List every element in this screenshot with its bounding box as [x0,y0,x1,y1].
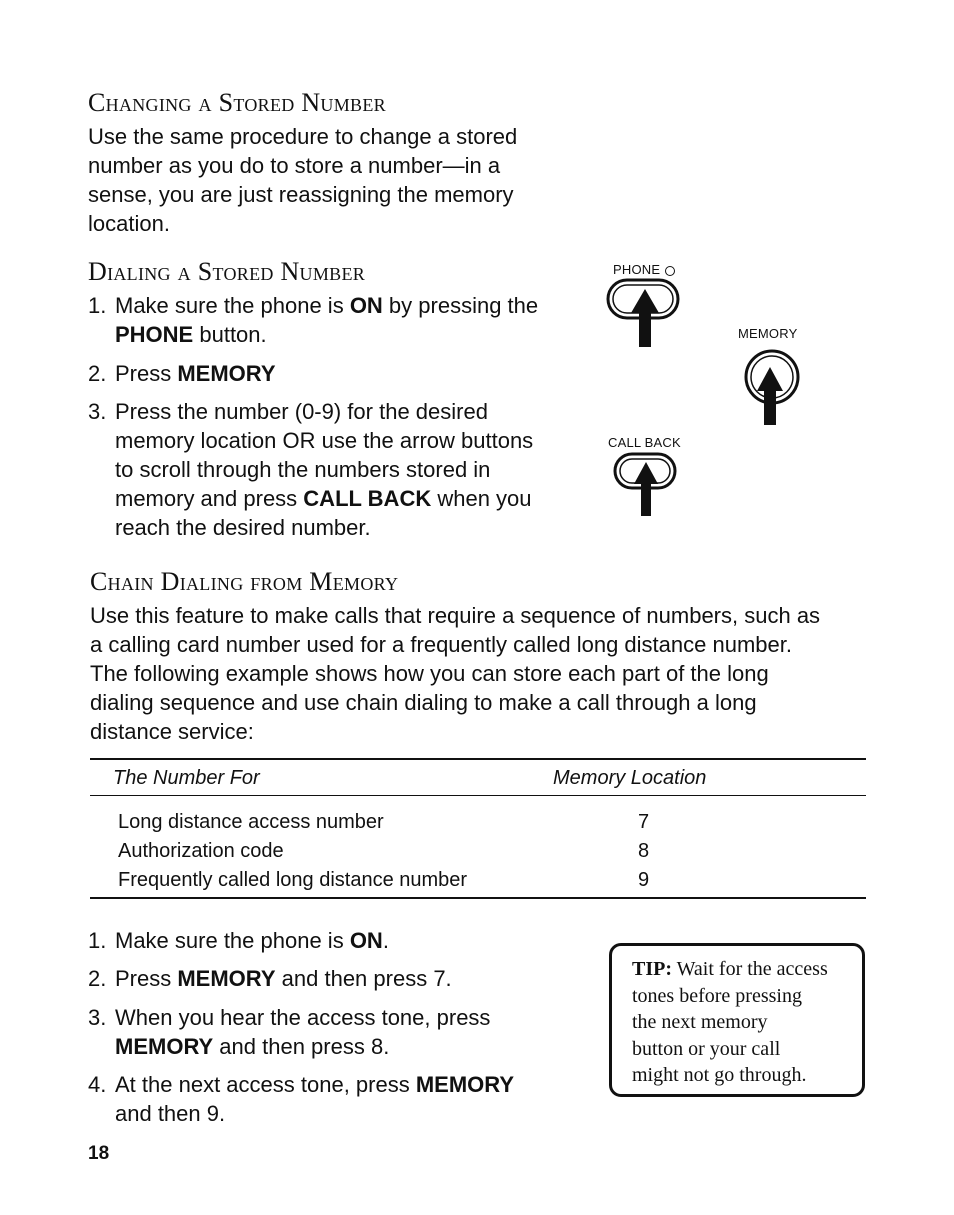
step-text: memory and press [115,486,304,511]
step-text: Press the number (0-9) for the desired [115,399,488,424]
table-header-number-for: The Number For [113,767,260,789]
body-line: location. [88,211,170,236]
table-top-rule [90,758,866,760]
dialing-step-1 [88,291,588,349]
table-cell-location: 7 [638,811,650,833]
body-line: dialing sequence and use chain dialing to make a call through a long [90,690,757,715]
tip-text: the next memory [632,1011,768,1033]
phone-label: PHONE [613,262,661,277]
step-text: . [382,928,389,953]
step-text: and then press 7. [275,966,452,991]
step-text: to scroll through the numbers stored in [115,457,491,482]
step-number: 3. [88,1005,107,1030]
step-bold: PHONE [115,322,194,347]
tip-box [609,943,865,1097]
chain-step-2 [88,964,452,993]
memory-button-icon [740,345,804,429]
step-text: When you hear the access tone, press [115,1005,491,1030]
step-text: Press [115,966,178,991]
chain-step-3 [88,1003,568,1061]
step-text: reach the desired number. [115,515,371,540]
tip-text: tones before pressing [632,984,802,1007]
step-bold: ON [349,293,383,318]
heading-changing-stored-number: Changing a Stored Number [88,88,386,117]
step-number: 2. [88,361,107,386]
body-line: number as you do to store a number—in a [88,153,501,178]
step-text: At the next access tone, press [115,1072,416,1097]
table-row [118,866,678,895]
step-number: 3. [88,399,107,424]
body-line: The following example shows how you can store each part of the long [90,661,769,686]
step-number: 1. [88,928,107,953]
tip-text: button or your call [632,1037,781,1060]
table-cell-location: 8 [638,840,650,862]
chain-step-4 [88,1070,568,1128]
table-body [118,808,678,895]
step-bold: ON [349,928,383,953]
step-number: 4. [88,1072,107,1097]
step-text: button. [193,322,267,347]
step-bold: MEMORY [415,1072,515,1097]
phone-button-icon [605,275,685,355]
table-bottom-rule [90,897,866,899]
body-line: distance service: [90,719,254,744]
body-line: Use this feature to make calls that require a sequence of numbers, such as [90,603,821,628]
step-bold: MEMORY [115,1034,214,1059]
step-text: and then press 8. [213,1034,390,1059]
heading-dialing-stored-number: Dialing a Stored Number [88,257,366,286]
step-text: Make sure the phone is [115,928,350,953]
step-text: by pressing the [382,293,539,318]
step-number: 1. [88,293,107,318]
dialing-step-3 [88,397,588,542]
heading-chain-dialing: Chain Dialing from Memory [90,567,399,596]
tip-text: might not go through. [632,1064,807,1086]
callback-button-icon [612,450,682,520]
table-header-memory-location: Memory Location [553,767,707,789]
step-text: and then 9. [115,1101,226,1126]
step-text: Press [115,361,178,386]
memory-label: MEMORY [738,326,798,341]
step-text: Make sure the phone is [115,293,350,318]
table-header-rule [90,795,866,796]
table-cell-item: Long distance access number [118,811,384,833]
table-cell-item: Authorization code [118,840,284,862]
table-cell-location: 9 [638,869,650,891]
table-cell-item: Frequently called long distance number [118,869,468,891]
tip-label: TIP: [632,958,672,980]
step-bold: MEMORY [177,361,276,386]
body-line: a calling card number used for a frequently called long distance number. [90,632,792,657]
table-row [118,837,678,866]
body-line: sense, you are just reassigning the memory [88,182,514,207]
body-line: Use the same procedure to change a stored [88,124,518,149]
dialing-step-2 [88,359,276,388]
step-bold: MEMORY [177,966,276,991]
section1-body [88,122,608,238]
section3-body [90,601,890,746]
tip-text: Wait for the access [672,958,828,980]
page-number: 18 [88,1143,110,1164]
step-text: memory location OR use the arrow buttons [115,428,534,453]
step-number: 2. [88,966,107,991]
step-bold: CALL BACK [303,486,432,511]
chain-step-1 [88,926,389,955]
callback-label: CALL BACK [608,435,681,450]
table-row [118,808,678,837]
step-text: when you [431,486,532,511]
